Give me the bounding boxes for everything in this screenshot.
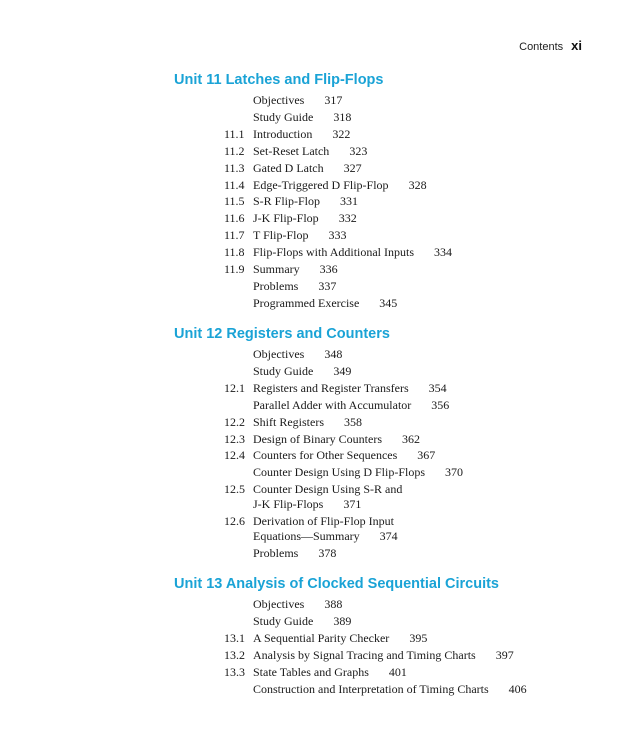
section-number: 11.6 bbox=[224, 211, 245, 226]
entry-page-number: 328 bbox=[408, 177, 427, 192]
entry-title: Study Guide bbox=[253, 363, 314, 378]
entry-page-number: 395 bbox=[409, 630, 428, 645]
entry-title: Edge-Triggered D Flip-Flop bbox=[253, 177, 389, 192]
entry-title: Introduction bbox=[253, 126, 313, 141]
section-number: 12.1 bbox=[224, 380, 245, 395]
toc-entry[interactable] bbox=[253, 448, 435, 463]
section-number: 11.2 bbox=[224, 143, 245, 158]
toc-entry[interactable] bbox=[253, 614, 351, 629]
entry-page-number: 371 bbox=[343, 497, 362, 512]
entry-title: State Tables and Graphs bbox=[253, 664, 369, 679]
entry-title: Problems bbox=[253, 278, 299, 293]
toc-entry[interactable] bbox=[253, 482, 402, 497]
entry-page-number: 397 bbox=[495, 647, 514, 662]
toc-entry[interactable] bbox=[253, 245, 452, 260]
entry-page-number: 317 bbox=[324, 93, 343, 107]
entry-title: Parallel Adder with Accumulator bbox=[253, 397, 412, 412]
entry-page-number: 406 bbox=[508, 681, 527, 696]
toc-entry[interactable] bbox=[253, 546, 336, 561]
entry-page-number: 362 bbox=[401, 431, 420, 446]
entry-title: Problems bbox=[253, 546, 299, 560]
entry-page-number: 370 bbox=[445, 465, 464, 480]
toc-entry[interactable] bbox=[253, 381, 447, 396]
entry-title: Objectives bbox=[253, 597, 305, 611]
entry-page-number: 374 bbox=[379, 529, 398, 544]
toc-entry[interactable] bbox=[253, 432, 420, 447]
entry-page-number: 332 bbox=[338, 211, 357, 226]
entry-title: T Flip-Flop bbox=[253, 228, 309, 243]
section-number: 13.1 bbox=[224, 630, 245, 645]
entry-title: Construction and Interpretation of Timing Charts bbox=[253, 681, 489, 696]
entry-page-number: 318 bbox=[333, 109, 352, 124]
entry-title: Study Guide bbox=[253, 613, 314, 628]
toc-entry[interactable] bbox=[253, 228, 346, 243]
section-number: 11.5 bbox=[224, 194, 245, 209]
section-title: Contents bbox=[519, 41, 564, 53]
entry-title: Flip-Flops with Additional Inputs bbox=[253, 245, 415, 260]
section-number: 13.3 bbox=[224, 664, 245, 679]
entry-title: Equations—Summary bbox=[253, 529, 360, 544]
section-number: 11.4 bbox=[224, 177, 245, 192]
section-number: 11.7 bbox=[224, 228, 245, 243]
entry-page-number: 334 bbox=[434, 245, 453, 260]
entry-page-number: 401 bbox=[388, 664, 407, 679]
entry-page-number: 337 bbox=[318, 278, 337, 293]
toc-entry[interactable] bbox=[253, 465, 463, 480]
entry-title: Counters for Other Sequences bbox=[253, 448, 398, 463]
entry-page-number: 333 bbox=[328, 228, 347, 243]
entry-title: J-K Flip-Flops bbox=[253, 497, 324, 512]
entry-page-number: 378 bbox=[318, 546, 337, 560]
entry-title: Analysis by Signal Tracing and Timing Charts bbox=[253, 647, 476, 662]
toc-entry[interactable] bbox=[253, 597, 342, 612]
toc-entry[interactable] bbox=[253, 415, 362, 430]
toc-entry[interactable] bbox=[253, 279, 336, 294]
entry-title: Design of Binary Counters bbox=[253, 431, 382, 446]
entry-page-number: 358 bbox=[344, 414, 362, 429]
toc-entry[interactable] bbox=[253, 347, 342, 362]
entry-page-number: 331 bbox=[340, 194, 359, 209]
toc-entry[interactable] bbox=[253, 161, 362, 176]
section-number: 11.3 bbox=[224, 160, 245, 175]
toc-entry[interactable] bbox=[253, 194, 358, 209]
entry-title: J-K Flip-Flop bbox=[253, 211, 319, 226]
entry-title: Objectives bbox=[253, 93, 305, 107]
section-number: 13.2 bbox=[224, 647, 245, 662]
page-number: xi bbox=[571, 38, 582, 53]
toc-entry[interactable] bbox=[253, 127, 350, 142]
entry-title: S-R Flip-Flop bbox=[253, 194, 321, 209]
toc-entry[interactable] bbox=[253, 110, 351, 125]
entry-title: Gated D Latch bbox=[253, 160, 324, 175]
toc-entry[interactable] bbox=[253, 296, 397, 311]
section-number: 11.9 bbox=[224, 262, 245, 276]
toc-entry[interactable] bbox=[253, 497, 361, 512]
entry-page-number: 323 bbox=[349, 143, 368, 158]
entry-title: Registers and Register Transfers bbox=[253, 380, 409, 395]
entry-title: Derivation of Flip-Flop Input bbox=[253, 514, 394, 529]
entry-page-number: 367 bbox=[417, 448, 436, 463]
toc-entry[interactable] bbox=[253, 93, 342, 108]
entry-title: Shift Registers bbox=[253, 414, 324, 429]
entry-title: Objectives bbox=[253, 347, 305, 361]
toc-entry[interactable] bbox=[253, 682, 527, 697]
toc-entry[interactable] bbox=[253, 144, 367, 159]
toc-entry[interactable] bbox=[253, 364, 351, 379]
entry-title: A Sequential Parity Checker bbox=[253, 630, 390, 645]
section-number: 12.5 bbox=[224, 482, 245, 497]
toc-entry[interactable] bbox=[253, 529, 398, 544]
running-header bbox=[519, 38, 582, 53]
entry-page-number: 327 bbox=[343, 160, 362, 175]
toc-entry[interactable] bbox=[253, 178, 427, 193]
entry-page-number: 336 bbox=[319, 262, 338, 276]
entry-page-number: 389 bbox=[333, 613, 352, 628]
entry-page-number: 356 bbox=[431, 397, 450, 412]
unit-title: Unit 11 Latches and Flip-Flops bbox=[174, 72, 384, 88]
section-number: 12.6 bbox=[224, 514, 245, 529]
entry-page-number: 322 bbox=[332, 126, 351, 141]
unit-title: Unit 13 Analysis of Clocked Sequential Circuits bbox=[174, 576, 499, 592]
entry-page-number: 348 bbox=[324, 347, 343, 361]
toc-entry[interactable] bbox=[253, 262, 338, 277]
toc-entry[interactable] bbox=[253, 631, 427, 646]
entry-title: Study Guide bbox=[253, 109, 314, 124]
entry-page-number: 345 bbox=[379, 295, 398, 310]
entry-title: Set-Reset Latch bbox=[253, 143, 330, 158]
entry-title: Summary bbox=[253, 262, 300, 276]
toc-entry[interactable] bbox=[253, 648, 514, 663]
toc-entry[interactable] bbox=[253, 665, 407, 680]
toc-entry[interactable] bbox=[253, 398, 449, 413]
entry-page-number: 388 bbox=[324, 597, 343, 611]
entry-title: Counter Design Using S-R and bbox=[253, 482, 403, 497]
entry-title: Programmed Exercise bbox=[253, 295, 360, 310]
section-number: 12.2 bbox=[224, 414, 245, 429]
section-number: 12.4 bbox=[224, 448, 245, 463]
unit-title: Unit 12 Registers and Counters bbox=[174, 326, 390, 342]
section-number: 11.8 bbox=[224, 245, 245, 260]
toc-entry[interactable] bbox=[253, 211, 357, 226]
entry-page-number: 349 bbox=[333, 363, 352, 378]
toc-entry[interactable] bbox=[253, 514, 394, 529]
entry-title: Counter Design Using D Flip-Flops bbox=[253, 465, 426, 480]
entry-page-number: 354 bbox=[428, 380, 447, 395]
section-number: 11.1 bbox=[224, 126, 245, 141]
section-number: 12.3 bbox=[224, 431, 245, 446]
